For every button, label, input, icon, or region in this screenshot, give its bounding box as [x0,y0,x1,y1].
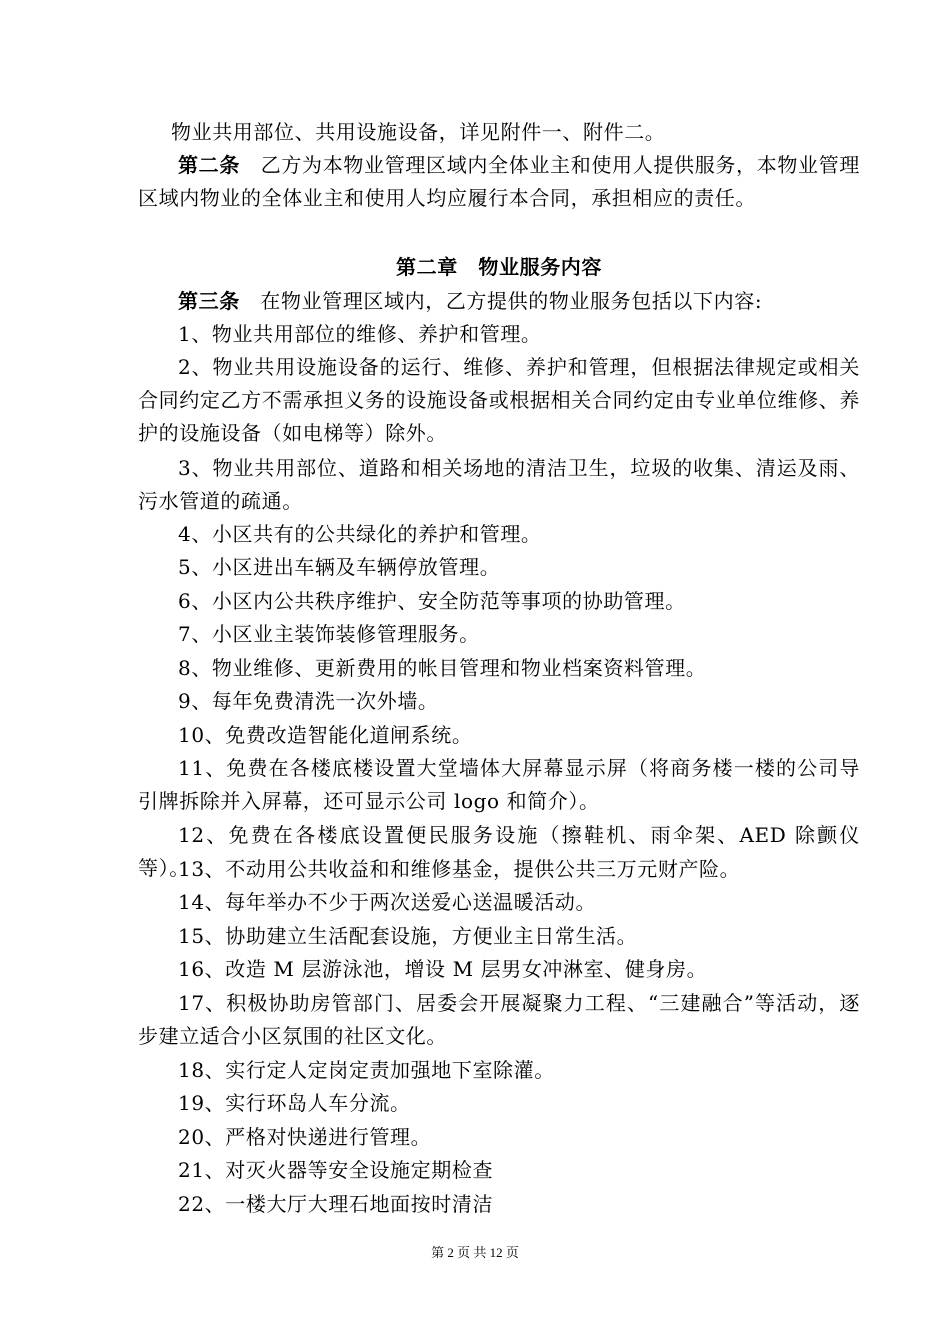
chapter-title: 第二章 物业服务内容 [396,255,602,279]
list-item: 18、实行定人定岗定责加强地下室除灌。 [178,1058,555,1082]
list-item: 1、物业共用部位的维修、养护和管理。 [178,322,542,346]
list-item: 21、对灭火器等安全设施定期检查 [178,1158,494,1182]
list-item: 11、免费在各楼底楼设置大堂墙体大屏幕显示屏（将商务楼一楼的公司导引牌拆除并入屏幕，还可显示公司 logo 和简介）。 [138,756,860,813]
list-item: 12、免费在各楼底设置便民服务设施（擦鞋机、雨伞架、AED 除颤仪等）。 [138,823,860,880]
article-2-text: 乙方为本物业管理区域内全体业主和使用人提供服务，本物业管理区域内物业的全体业主和使用人均应履行本合同，承担相应的责任。 [138,153,860,210]
list-item: 13、不动用公共收益和和维修基金，提供公共三万元财产险。 [178,857,741,881]
list-item: 10、免费改造智能化道闸系统。 [178,723,473,747]
list-item: 2、物业共用设施设备的运行、维修、养护和管理，但根据法律规定或相关合同约定乙方不需承担义务的设施设备或根据相关合同约定由专业单位维修、养护的设施设备（如电梯等）除外。 [138,355,860,445]
list-item: 16、改造 M 层游泳池，增设 M 层男女冲淋室、健身房。 [178,957,708,981]
page-footer: 第 2 页 共 12 页 [431,1245,519,1260]
list-item: 19、实行环岛人车分流。 [178,1091,411,1115]
list-item: 17、积极协助房管部门、居委会开展凝聚力工程、“三建融合”等活动，逐步建立适合小区氛围的社区文化。 [138,991,860,1048]
list-item: 20、严格对快递进行管理。 [178,1125,432,1149]
list-item: 7、小区业主装饰装修管理服务。 [178,622,480,646]
list-item: 8、物业维修、更新费用的帐目管理和物业档案资料管理。 [178,656,707,680]
intro-text: 物业共用部位、共用设施设备，详见附件一、附件二。 [171,120,666,144]
list-item: 14、每年举办不少于两次送爱心送温暖活动。 [178,890,597,914]
list-item: 22、一楼大厅大理石地面按时清洁 [178,1192,494,1216]
article-3-text: 在物业管理区域内，乙方提供的物业服务包括以下内容: [260,289,763,313]
list-item: 4、小区共有的公共绿化的养护和管理。 [178,522,542,546]
intro-paragraph [138,116,860,149]
list-item: 15、协助建立生活配套设施，方便业主日常生活。 [178,924,638,948]
list-item: 5、小区进出车辆及车辆停放管理。 [178,555,501,579]
article-2-paragraph [138,149,860,215]
article-3-label: 第三条 [178,289,240,313]
list-item: 6、小区内公共秩序维护、安全防范等事项的协助管理。 [178,589,686,613]
list-item: 9、每年免费清洗一次外墙。 [178,689,439,713]
list-item: 3、物业共用部位、道路和相关场地的清洁卫生，垃圾的收集、清运及雨、污水管道的疏通。 [138,456,860,513]
article-2-label: 第二条 [178,153,241,177]
article-3-paragraph [138,285,860,318]
